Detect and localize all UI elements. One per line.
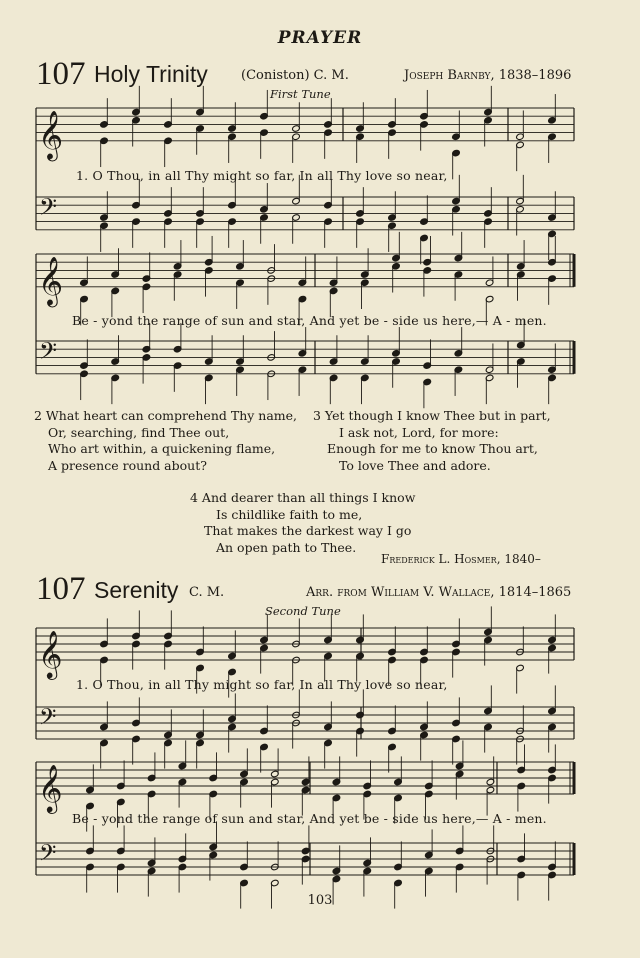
hymn-number: 107: [36, 571, 86, 607]
text-author: Frederick L. Hosmer, 1840–: [381, 552, 541, 566]
verse-line: 2 What heart can comprehend Thy name,: [34, 408, 298, 423]
verse-line: A presence round about?: [48, 457, 207, 473]
tune-name: Holy Trinity: [94, 61, 208, 87]
verse-line: I ask not, Lord, for more:: [339, 424, 499, 440]
verse-line: Enough for me to know Thou art,: [327, 441, 538, 456]
lyric-line: Be - yond the range of sun and star, And yet be - side us here,— A - men.: [72, 811, 547, 826]
lyric-line: 1. O Thou, in all Thy might so far, In all Thy love so near,: [76, 168, 448, 183]
verse-line: An open path to Thee.: [216, 539, 357, 555]
tune-name: Serenity: [94, 577, 179, 603]
verse-line: Is childlike faith to me,: [216, 506, 363, 522]
treble-clef-icon: 𝄞: [38, 763, 63, 812]
lyric-line: 1. O Thou, in all Thy might so far, In all Thy love so near,: [76, 677, 448, 692]
final-bar: [573, 254, 576, 287]
tune-label: Second Tune: [265, 604, 341, 618]
treble-clef-icon: 𝄞: [38, 109, 64, 160]
verse-line: 3 Yet though I know Thee but in part,: [313, 408, 551, 423]
meter: C. M.: [189, 585, 225, 600]
tune-label: First Tune: [270, 87, 331, 101]
treble-clef-icon: 𝄞: [38, 629, 63, 678]
verse-line: Who art within, a quickening flame,: [48, 441, 276, 456]
page-number: 103: [307, 893, 333, 908]
verse-line: To love Thee and adore.: [339, 457, 491, 473]
verse-line: 4 And dearer than all things I know: [190, 490, 416, 505]
final-bar: [573, 762, 576, 794]
treble-clef-icon: 𝄞: [38, 255, 64, 306]
bass-clef-icon: 𝄢: [39, 337, 57, 371]
bass-clef-icon: 𝄢: [39, 704, 57, 736]
section-title: PRAYER: [277, 28, 363, 48]
hymn-number: 107: [36, 56, 86, 92]
bass-clef-icon: 𝄢: [39, 840, 57, 872]
lyric-line: Be - yond the range of sun and star, And yet be - side us here,— A - men.: [72, 313, 547, 328]
composer: Joseph Barnby, 1838–1896: [404, 68, 572, 83]
composer: Arr. from William V. Wallace, 1814–1865: [306, 585, 572, 600]
final-bar: [573, 843, 576, 875]
bass-clef-icon: 𝄢: [39, 193, 57, 227]
verse-line: That makes the darkest way I go: [204, 523, 412, 538]
final-bar: [573, 341, 576, 374]
verse-line: Or, searching, find Thee out,: [48, 424, 230, 440]
meter: (Coniston) C. M.: [241, 68, 349, 83]
